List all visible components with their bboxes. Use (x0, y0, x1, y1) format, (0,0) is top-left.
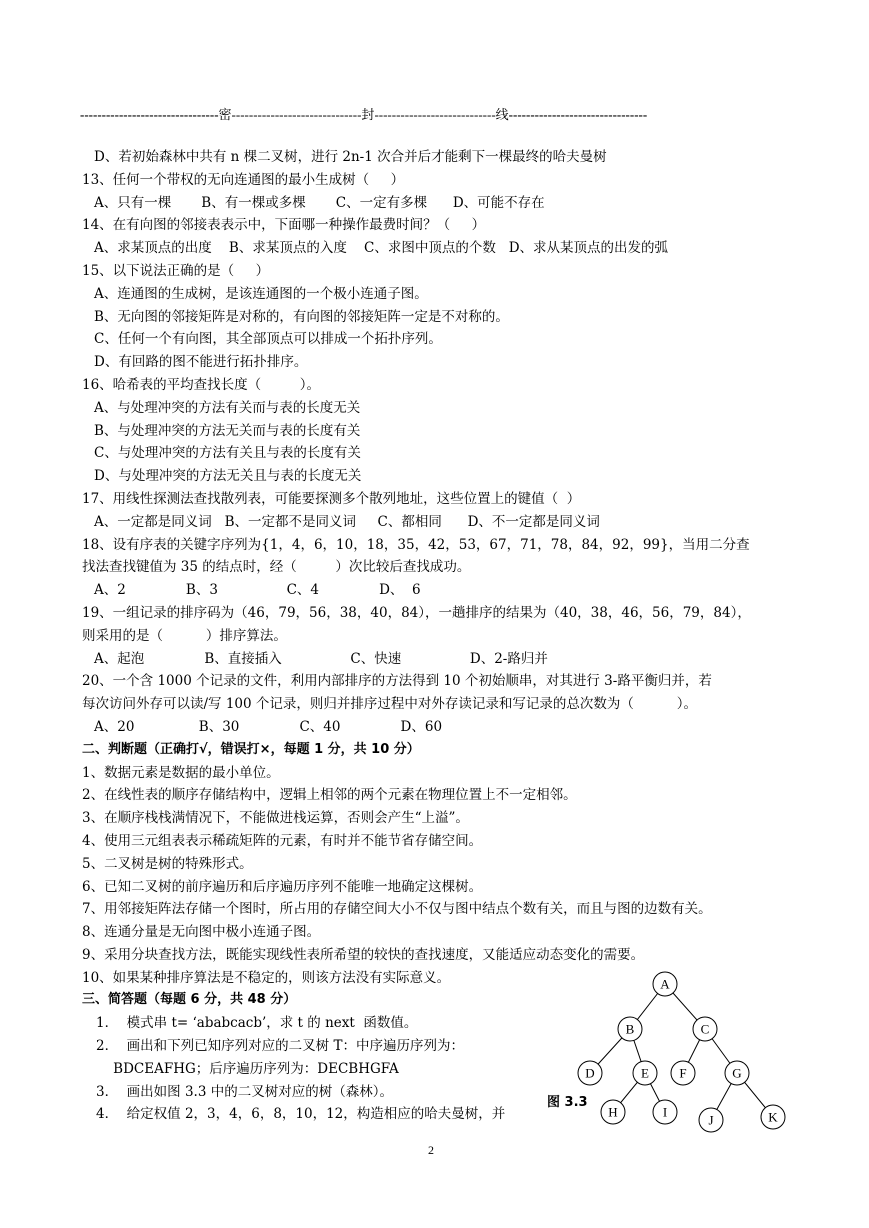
text-line: 1、数据元素是数据的最小单位。 (82, 764, 280, 781)
text-line: 6、已知二叉树的前序遍历和后序遍历序列不能唯一地确定这棵树。 (82, 878, 483, 895)
seal-line (80, 104, 780, 123)
seal-xian: 线 (495, 107, 509, 122)
text-line: A、只有一棵 B、有一棵或多棵 C、一定有多棵 D、可能不存在 (94, 194, 545, 211)
text-line: 7、用邻接矩阵法存储一个图时，所占用的存储空间大小不仅与图中结点个数有关，而且与图的边数有关。 (82, 901, 712, 918)
text-line: A、20 B、30 C、40 D、60 (94, 718, 443, 735)
text-line: 13、任何一个带权的无向连通图的最小生成树（ ） (82, 171, 405, 188)
text-line: 19、一组记录的排序码为（46，79，56，38，40，84），一趟排序的结果为（40，38，46，56，79，84）， (82, 604, 751, 621)
seal-feng: 封 (361, 107, 375, 122)
text-line: 每次访问外存可以读/写 100 个记录，则归并排序过程中对外存读记录和写记录的总次数为（ ）。 (82, 696, 698, 713)
text-line: 4、使用三元组表表示稀疏矩阵的元素，有时并不能节省存储空间。 (82, 832, 483, 849)
text-line: C、任何一个有向图，其全部顶点可以排成一个拓扑序列。 (94, 331, 442, 348)
tree-node-label: G (732, 1065, 742, 1081)
tree-node-label: C (700, 1021, 710, 1037)
seal-dashes: ------------------------------ (231, 107, 362, 122)
text-line: 3． 画出如图 3.3 中的二叉树对应的树（森林）。 (96, 1083, 393, 1100)
seal-dashes: ---------------------------- (374, 107, 496, 122)
section-heading: 二、判断题（正确打√，错误打×，每题 1 分，共 10 分） (82, 741, 420, 757)
text-line: B、无向图的邻接矩阵是对称的，有向图的邻接矩阵一定是不对称的。 (94, 308, 509, 325)
text-line: 2． 画出和下列已知序列对应的二叉树 T：中序遍历序列为： (96, 1038, 464, 1055)
tree-node-label: F (679, 1065, 687, 1081)
page-number: 2 (428, 1143, 434, 1157)
text-line: 20、一个含 1000 个记录的文件，利用内部排序的方法得到 10 个初始顺串，对其进行 3-路平衡归并，若 (82, 673, 712, 690)
text-line: A、一定都是同义词 B、一定都不是同义词 C、都相同 D、不一定都是同义词 (94, 513, 600, 530)
text-line: D、与处理冲突的方法无关且与表的长度无关 (94, 468, 362, 485)
text-line: 3、在顺序栈栈满情况下，不能做进栈运算，否则会产生“上溢”。 (82, 810, 469, 827)
text-line: D、有回路的图不能进行拓扑排序。 (94, 354, 308, 371)
text-line: A、起泡 B、直接插入 C、快速 D、2-路归并 (94, 650, 548, 667)
tree-node-label: D (585, 1065, 595, 1081)
text-line: 16、哈希表的平均查找长度（ ）。 (82, 376, 321, 393)
text-line: B、与处理冲突的方法无关而与表的长度有关 (94, 422, 361, 439)
text-line: 14、在有向图的邻接表表示中，下面哪一种操作最费时间？（ ） (82, 217, 486, 234)
text-line: 2、在线性表的顺序存储结构中，逻辑上相邻的两个元素在物理位置上不一定相邻。 (82, 787, 577, 804)
text-line: 则采用的是（ ）排序算法。 (82, 627, 287, 644)
text-line: 18、设有序表的关键字序列为{1，4，6，10，18，35，42，53，67，71，78，84，92，99}，当用二分查 (82, 536, 750, 553)
seal-mi: 密 (218, 107, 232, 122)
text-line: C、与处理冲突的方法有关且与表的长度有关 (94, 445, 361, 462)
figure-label: 图 3.3 (547, 1095, 588, 1110)
seal-dashes: -------------------------------- (80, 107, 219, 122)
tree-node-label: B (625, 1021, 635, 1037)
text-line: 4． 给定权值 2，3，4，6，8，10，12，构造相应的哈夫曼树，并 (96, 1106, 506, 1123)
text-line: A、2 B、3 C、4 D、 6 (94, 582, 421, 599)
tree-node-label: H (608, 1104, 618, 1120)
text-line: 17、用线性探测法查找散列表，可能要探测多个散列地址，这些位置上的键值（ ） (82, 490, 581, 507)
text-line: 找法查找键值为 35 的结点时，经（ ）次比较后查找成功。 (82, 559, 471, 576)
binary-tree-figure (535, 966, 795, 1136)
text-line: 9、采用分块查找方法，既能实现线性表所希望的较快的查找速度，又能适应动态变化的需要。 (82, 946, 645, 963)
text-line: D、若初始森林中共有 n 棵二叉树，进行 2n-1 次合并后才能剩下一棵最终的哈夫曼树 (94, 149, 607, 165)
text-line: BDCEAFHG；后序遍历序列为：DECBHGFA (96, 1060, 399, 1077)
text-line: A、求某顶点的出度 B、求某顶点的入度 C、求图中顶点的个数 D、求从某顶点的出发的弧 (94, 240, 669, 257)
seal-dashes: -------------------------------- (508, 107, 648, 122)
section-heading: 三、简答题（每题 6 分，共 48 分） (82, 992, 297, 1008)
tree-node-label: J (708, 1112, 714, 1128)
text-line: 1． 模式串 t= ‘ababcacb’，求 t 的 next 函数值。 (96, 1015, 418, 1032)
text-line: 5、二叉树是树的特殊形式。 (82, 855, 253, 872)
tree-node-label: K (768, 1109, 778, 1125)
binary-tree-svg (535, 966, 795, 1136)
text-line: A、与处理冲突的方法有关而与表的长度无关 (94, 399, 361, 416)
text-line: A、连通图的生成树，是该连通图的一个极小连通子图。 (94, 285, 428, 302)
tree-node-label: I (662, 1104, 668, 1120)
tree-node-label: A (660, 976, 670, 992)
text-line: 15、以下说法正确的是（ ） (82, 262, 270, 279)
text-line: 10、如果某种排序算法是不稳定的，则该方法没有实际意义。 (82, 969, 451, 986)
tree-node-label: E (641, 1065, 649, 1081)
text-line: 8、连通分量是无向图中极小连通子图。 (82, 924, 321, 941)
